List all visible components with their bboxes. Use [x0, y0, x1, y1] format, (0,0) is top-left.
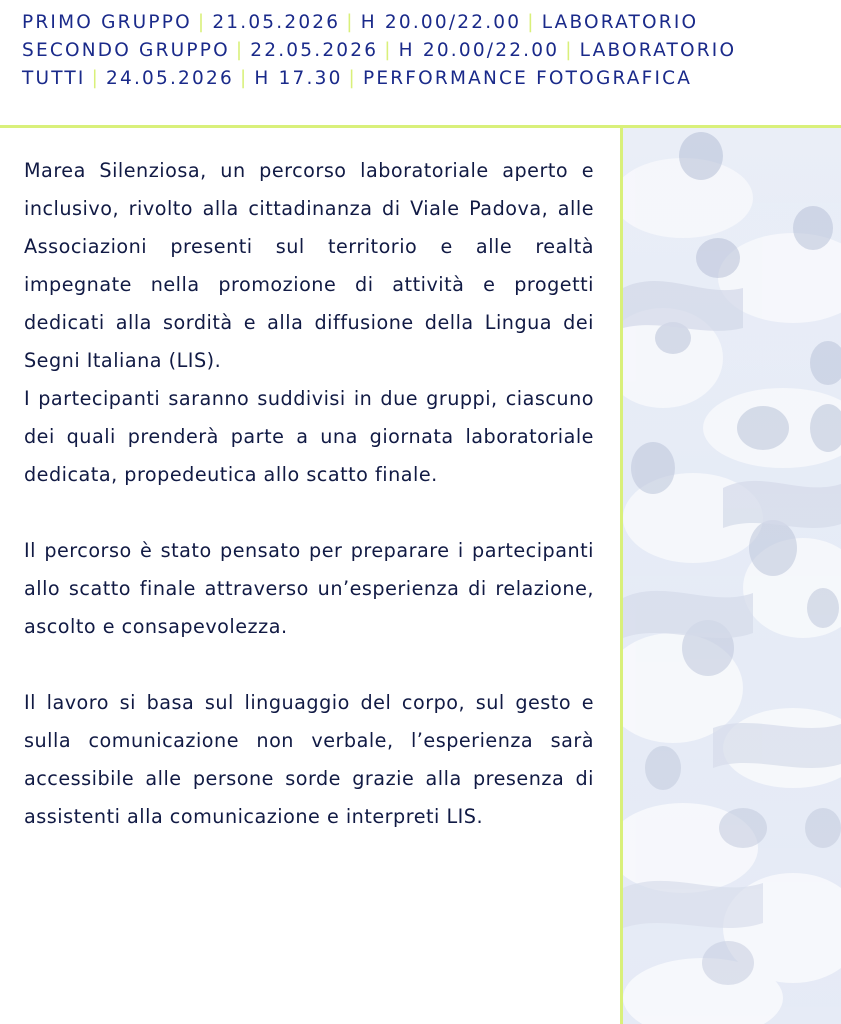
photo-people-illustration [623, 128, 841, 1024]
schedule-header [0, 0, 841, 128]
paragraph-percorso: Il percorso è stato pensato per preparare i partecipanti allo scatto finale attraverso un’esperienza di relazione, ascolto e consapevolezza. [24, 539, 594, 638]
separator: | [527, 12, 536, 33]
paragraph-intro: Marea Silenziosa, un percorso laboratoriale aperto e inclusivo, rivolto alla cittadinanza di Viale Padova, alle Associazioni presenti sul territorio e alle realtà impegnate nella promozione di attività e progetti dedicati alla sordità e alla diffusione della Lingua dei Segni Italiana (LIS). [24, 159, 594, 372]
schedule-time: H 17.30 [254, 68, 343, 89]
group-photo [620, 128, 841, 1024]
schedule-activity: PERFORMANCE FOTOGRAFICA [362, 68, 693, 89]
separator: | [235, 40, 245, 61]
schedule-activity: LABORATORIO [541, 12, 699, 33]
description-text [24, 152, 594, 836]
separator: | [91, 68, 101, 89]
schedule-line-primo-gruppo [22, 10, 698, 36]
paragraph-groups: I partecipanti saranno suddivisi in due gruppi, ciascuno dei quali prenderà parte a una giornata laboratoriale dedicata, propedeutica allo scatto finale. [24, 387, 594, 486]
separator: | [346, 12, 355, 33]
schedule-time: H 20.00/22.00 [360, 12, 522, 33]
separator: | [565, 40, 574, 61]
separator: | [197, 12, 207, 33]
schedule-activity: LABORATORIO [579, 40, 737, 61]
schedule-date: 21.05.2026 [212, 12, 341, 33]
separator: | [348, 68, 357, 89]
separator: | [384, 40, 393, 61]
schedule-group: SECONDO GRUPPO [22, 40, 230, 61]
schedule-group: TUTTI [22, 68, 86, 89]
schedule-line-secondo-gruppo [22, 38, 736, 64]
schedule-group: PRIMO GRUPPO [22, 12, 192, 33]
separator: | [239, 68, 249, 89]
schedule-line-tutti [22, 66, 692, 92]
paragraph-lavoro: Il lavoro si basa sul linguaggio del corpo, sul gesto e sulla comunicazione non verbale, l’esperienza sarà accessibile alle persone sorde grazie alla presenza di assistenti alla comunicazione e interpreti LIS. [24, 691, 594, 828]
schedule-date: 24.05.2026 [106, 68, 234, 89]
schedule-time: H 20.00/22.00 [398, 40, 560, 61]
schedule-date: 22.05.2026 [250, 40, 379, 61]
